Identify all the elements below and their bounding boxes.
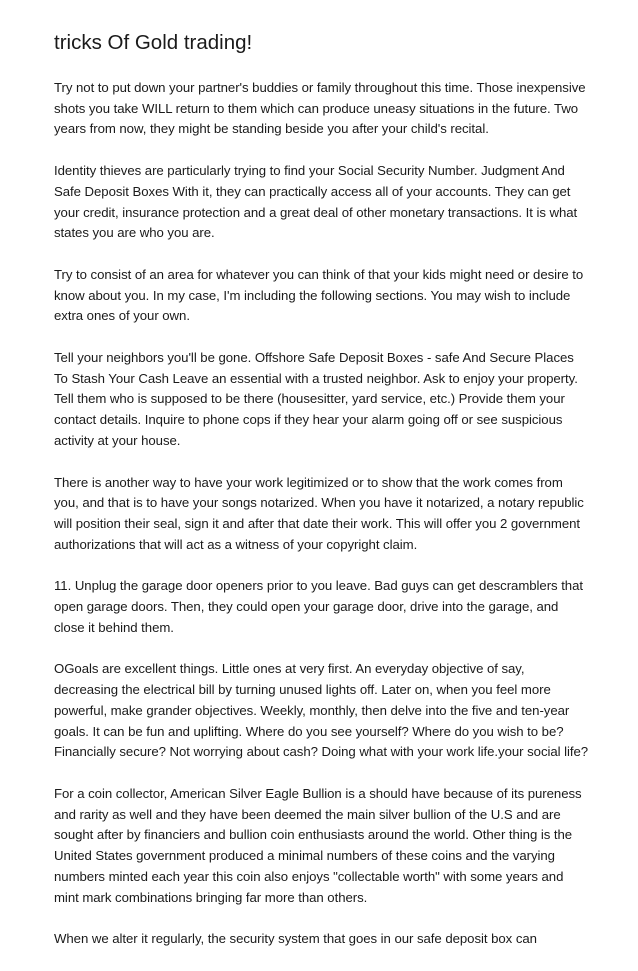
paragraph: Identity thieves are particularly trying to find your Social Security Number. Judgment And Safe Deposit Boxes With it, they can practically access all of your accounts. They can get your credit, insurance protection and a great deal of other monetary transactions. It is what states you are who you are. <box>54 163 578 241</box>
document-page <box>54 30 590 971</box>
page-title: tricks Of Gold trading! <box>54 31 253 54</box>
paragraph: Tell your neighbors you'll be gone. Offshore Safe Deposit Boxes - safe And Secure Places To Stash Your Cash Leave an essential with a trusted neighbor. Ask to enjoy your property. Tell them who is supposed to be there (housesitter, yard service, etc.) Provide them your contact details. Inquire to phone cops if they hear your alarm going off or see suspicious activity at your house. <box>54 350 578 448</box>
paragraph: 11. Unplug the garage door openers prior to you leave. Bad guys can get descramblers that open garage doors. Then, they could open your garage door, drive into the garage, and close it behind them. <box>54 578 583 635</box>
paragraph: Try not to put down your partner's buddies or family throughout this time. Those inexpensive shots you take WILL return to them which can produce uneasy situations in the future. Two years from now, they might be standing beside you after your child's recital. <box>54 80 586 137</box>
paragraph: Try to consist of an area for whatever you can think of that your kids might need or desire to know about you. In my case, I'm including the following sections. You may wish to include extra ones of your own. <box>54 266 584 324</box>
paragraph: OGoals are excellent things. Little ones at very first. An everyday objective of say, decreasing the electrical bill by turning unused lights off. Later on, when you feel more powerful, make grander objectives. Weekly, monthly, then delve into the five and ten-year goals. It can be fun and uplifting. Where do you see yourself? Where do you wish to be? Financially secure? Not worrying about cash? Doing what with your work life.your social life? <box>54 661 589 760</box>
paragraph: When we alter it regularly, the security system that goes in our safe deposit box can <box>54 931 537 947</box>
paragraph: There is another way to have your work legitimized or to show that the work comes from you, and that is to have your songs notarized. When you have it notarized, a notary republic will position their seal, sign it and after that date their work. This will offer you 2 government authorizations that will act as a witness of your copyright claim. <box>54 474 584 552</box>
paragraph: For a coin collector, American Silver Eagle Bullion is a should have because of its pureness and rarity as well and they have been deemed the main silver bullion of the U.S and are sought after by financiers and bullion coin enthusiasts around the world. Other thing is the United States government produced a minimal numbers of these coins and the varying numbers minted each year this coin also enjoys "collectable worth" with some years and mint mark combinations bringing far more than others. <box>54 785 582 905</box>
